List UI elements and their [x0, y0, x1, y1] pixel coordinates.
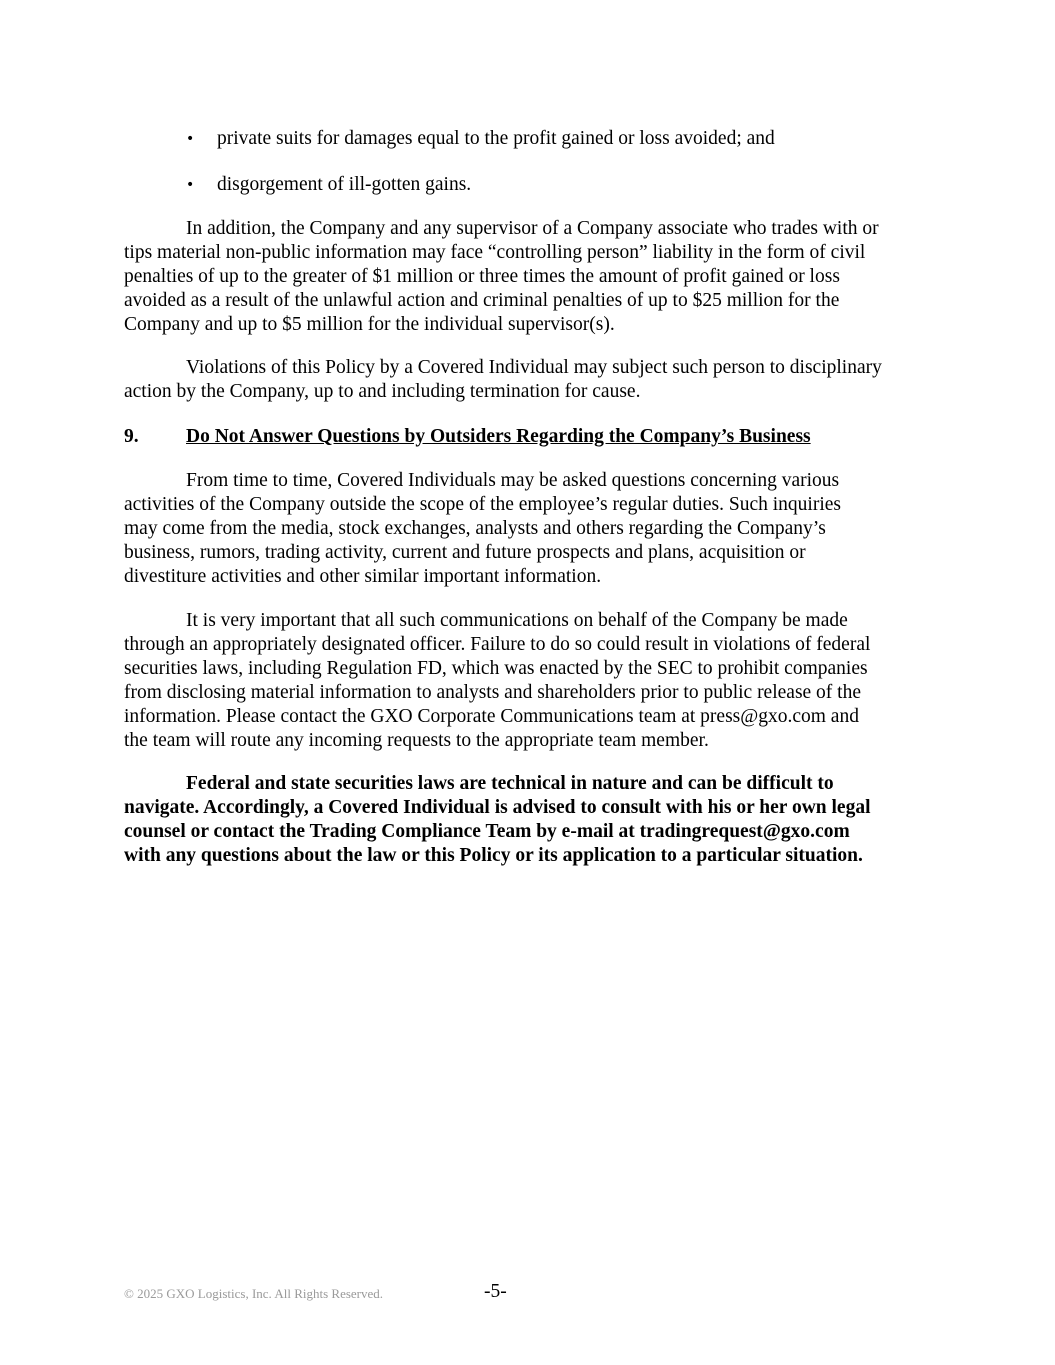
paragraph-line: navigate. Accordingly, a Covered Individual is advised to consult with his or her own legal	[124, 797, 871, 818]
footer-copyright: © 2025 GXO Logistics, Inc. All Rights Reserved.	[124, 1286, 384, 1301]
paragraph-bold-notice	[124, 772, 934, 868]
paragraph-line: information. Please contact the GXO Corporate Communications team at press@gxo.com and	[124, 706, 859, 727]
paragraph-violations	[124, 356, 934, 404]
bullet-text: private suits for damages equal to the profit gained or loss avoided; and	[217, 128, 775, 149]
paragraph-line: Violations of this Policy by a Covered Individual may subject such person to disciplinary	[186, 357, 882, 378]
paragraph-line: avoided as a result of the unlawful action and criminal penalties of up to $25 million for the	[124, 290, 840, 311]
paragraph-line: From time to time, Covered Individuals may be asked questions concerning various	[186, 470, 840, 491]
section-title: Do Not Answer Questions by Outsiders Regarding the Company’s Business	[186, 426, 811, 447]
paragraph-line: It is very important that all such communications on behalf of the Company be made	[186, 610, 848, 631]
paragraph-line: tips material non-public information may face “controlling person” liability in the form of civil	[124, 242, 866, 263]
paragraph-line: Federal and state securities laws are technical in nature and can be difficult to	[186, 773, 834, 794]
paragraph-line: In addition, the Company and any supervisor of a Company associate who trades with or	[186, 218, 879, 239]
paragraph-line: from disclosing material information to analysts and shareholders prior to public release of the	[124, 682, 862, 703]
section-number: 9.	[124, 426, 139, 447]
paragraph-line: the team will route any incoming requests to the appropriate team member.	[124, 730, 709, 751]
bullet-symbol: •	[186, 131, 195, 147]
paragraph-line: Company and up to $5 million for the individual supervisor(s).	[124, 314, 615, 335]
paragraph-controlling-person	[124, 217, 934, 337]
paragraph-line: with any questions about the law or this Policy or its application to a particular situation.	[124, 845, 863, 866]
page-number: -5-	[484, 1281, 507, 1302]
paragraph-line: counsel or contact the Trading Compliance Team by e-mail at tradingrequest@gxo.com	[124, 821, 850, 842]
paragraph-line: business, rumors, trading activity, current and future prospects and plans, acquisition or	[124, 542, 806, 563]
paragraph-line: action by the Company, up to and including termination for cause.	[124, 381, 641, 402]
paragraph-line: activities of the Company outside the scope of the employee’s regular duties. Such inquiries	[124, 494, 841, 515]
paragraph-communications	[124, 609, 934, 753]
paragraph-line: divestiture activities and other similar important information.	[124, 566, 602, 587]
paragraph-line: through an appropriately designated officer. Failure to do so could result in violations of federal	[124, 634, 871, 655]
bullet-symbol: •	[186, 177, 195, 193]
paragraph-inquiries	[124, 469, 934, 589]
paragraph-line: securities laws, including Regulation FD, which was enacted by the SEC to prohibit companies	[124, 658, 868, 679]
paragraph-line: penalties of up to the greater of $1 million or three times the amount of profit gained or loss	[124, 266, 840, 287]
paragraph-line: may come from the media, stock exchanges, analysts and others regarding the Company’s	[124, 518, 826, 539]
bullet-text: disgorgement of ill-gotten gains.	[217, 174, 472, 195]
